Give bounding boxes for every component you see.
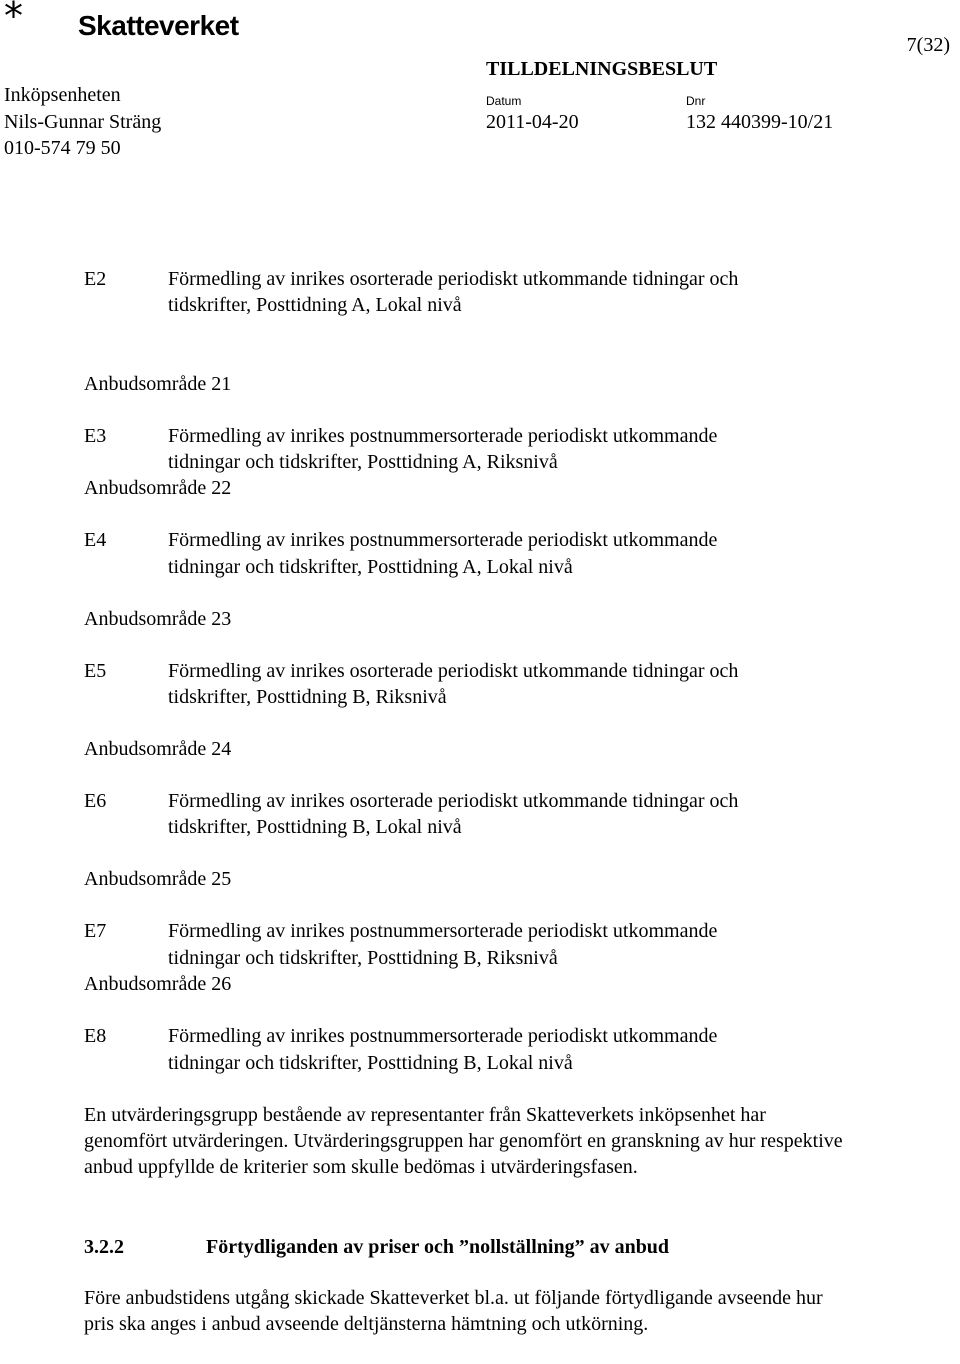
logo-text: Skatteverket [78,10,239,41]
item-code: E4 [84,529,107,551]
item-code: E6 [84,790,107,812]
item-code: E5 [84,660,107,682]
section-number: 3.2.2 [84,1236,124,1258]
area-heading: Anbudsområde 23 [84,608,232,630]
item-description-line: tidskrifter, Posttidning B, Riksnivå [168,686,447,708]
item-description-line: Förmedling av inrikes osorterade periodiskt utkommande tidningar och [168,660,739,682]
area-heading: Anbudsområde 24 [84,738,232,760]
item-description-line: Förmedling av inrikes osorterade periodiskt utkommande tidningar och [168,268,739,290]
ref-value: 132 440399-10/21 [686,111,834,133]
item-description-line: tidningar och tidskrifter, Posttidning A, Lokal nivå [168,556,573,578]
page-number: 7(32) [906,34,950,56]
item-description-line: tidningar och tidskrifter, Posttidning B, Lokal nivå [168,1052,573,1074]
item-description-line: tidskrifter, Posttidning A, Lokal nivå [168,294,462,316]
department: Inköpsenheten [4,84,121,106]
date-value: 2011-04-20 [486,111,579,133]
section-title: Förtydliganden av priser och ”nollställning” av anbud [206,1236,670,1258]
item-description-line: Förmedling av inrikes postnummersorterade periodiskt utkommande [168,425,718,447]
item-description-line: Förmedling av inrikes postnummersorterade periodiskt utkommande [168,529,718,551]
item-description-line: tidningar och tidskrifter, Posttidning B, Riksnivå [168,947,558,969]
item-description-line: tidningar och tidskrifter, Posttidning A, Riksnivå [168,451,558,473]
contact-phone: 010-574 79 50 [4,137,121,159]
area-heading: Anbudsområde 25 [84,868,232,890]
item-code: E2 [84,268,107,290]
item-description-line: Förmedling av inrikes postnummersorterade periodiskt utkommande [168,920,718,942]
area-heading: Anbudsområde 26 [84,973,232,995]
body-paragraph: Före anbudstidens utgång skickade Skatteverket bl.a. ut följande förtydligande avseende hur pris ska anges i anbud avseende deltjänsterna hämtning och utkörning. [84,1287,823,1336]
item-description-line: Förmedling av inrikes osorterade periodiskt utkommande tidningar och [168,790,739,812]
document-title: TILLDELNINGSBESLUT [486,58,718,80]
evaluation-paragraph: En utvärderingsgrupp bestående av representanter från Skatteverkets inköpsenhet har genomfört utvärderingen. Utvärderingsgruppen har genomfört en granskning av hur respektive anbud uppfyllde de kriterier som skulle bedömas i utvärderingsfasen. [84,1104,843,1179]
item-description-line: tidskrifter, Posttidning B, Lokal nivå [168,816,462,838]
ref-label: Dnr [686,94,706,108]
date-label: Datum [486,94,522,108]
item-description-line: Förmedling av inrikes postnummersorterade periodiskt utkommande [168,1025,718,1047]
contact-name: Nils-Gunnar Sträng [4,111,162,133]
item-code: E3 [84,425,107,447]
item-code: E7 [84,920,107,942]
area-heading: Anbudsområde 21 [84,373,232,395]
item-code: E8 [84,1025,107,1047]
area-heading: Anbudsområde 22 [84,477,232,499]
asterisk-logo-icon: * [4,0,23,38]
